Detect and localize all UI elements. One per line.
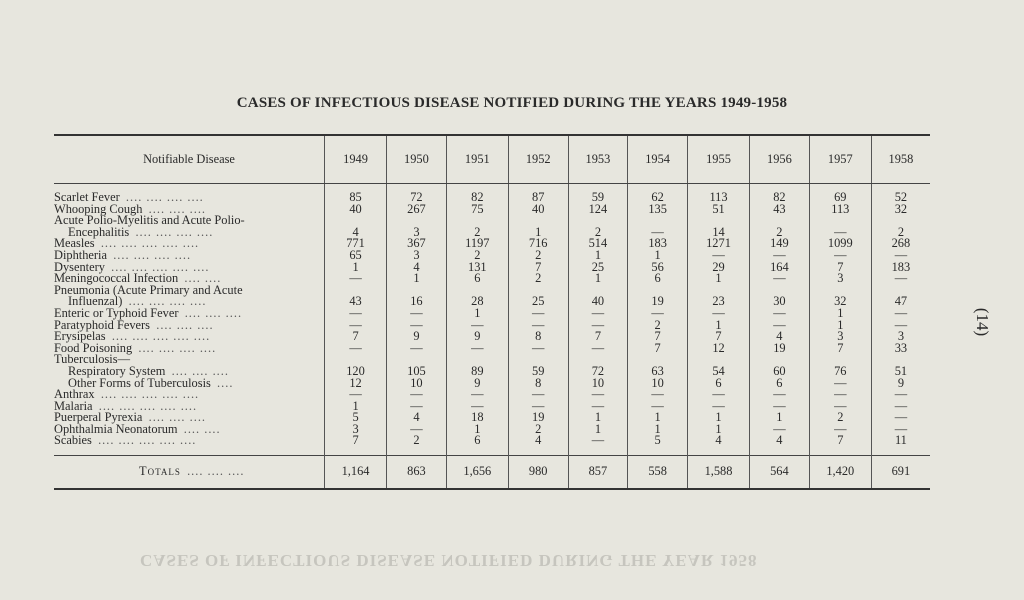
value-cell: —: [809, 378, 871, 390]
column-header-year: 1957: [809, 135, 871, 184]
value-cell: 716: [508, 238, 568, 250]
value-cell: 72: [387, 192, 447, 204]
value-cell: —: [325, 343, 387, 355]
value-cell: 564: [750, 456, 810, 490]
value-cell: —: [446, 401, 508, 413]
disease-name: Paratyphoid Fevers: [54, 317, 151, 332]
leader-dots: .... .... .... .... ....: [111, 259, 210, 274]
disease-name: Dysentery: [54, 259, 105, 274]
value-cell: 857: [568, 456, 628, 490]
value-cell: 10: [387, 378, 447, 390]
leader-dots: .... .... .... ....: [128, 294, 207, 309]
leader-dots: .... .... .... ....: [113, 247, 192, 262]
leader-dots: .... ....: [184, 271, 222, 286]
value-cell: 2: [750, 227, 810, 239]
table-row: [54, 435, 930, 447]
value-cell: 105: [387, 366, 447, 378]
disease-name-cell: [54, 435, 325, 447]
value-cell: 6: [628, 273, 688, 285]
value-cell: 1: [568, 424, 628, 436]
value-cell: 1: [628, 250, 688, 262]
value-cell: 8: [508, 331, 568, 343]
value-cell: 6: [446, 273, 508, 285]
value-cell: 268: [871, 238, 930, 250]
spacer-row: [54, 447, 930, 456]
value-cell: 4: [325, 227, 387, 239]
value-cell: 6: [750, 378, 810, 390]
value-cell: —: [871, 401, 930, 413]
value-cell: —: [628, 401, 688, 413]
table-row: [54, 343, 930, 355]
value-cell: 7: [687, 331, 749, 343]
leader-dots: .... .... .... .... ....: [100, 387, 200, 402]
disease-name: Respiratory System: [68, 363, 166, 378]
disease-name: Influenzal): [68, 294, 123, 309]
disease-name: Pneumonia (Acute Primary and Acute: [54, 282, 243, 297]
value-cell: —: [687, 250, 749, 262]
value-cell: 7: [508, 262, 568, 274]
leader-dots: .... .... ....: [156, 317, 214, 332]
value-cell: —: [871, 320, 930, 332]
leader-dots: .... .... ....: [184, 305, 243, 320]
value-cell: 60: [750, 366, 810, 378]
value-cell: 980: [508, 456, 568, 490]
value-cell: 2: [628, 320, 688, 332]
value-cell: 7: [628, 331, 688, 343]
value-cell: 25: [508, 296, 568, 308]
bleed-through-text: CASES OF INFECTIOUS DISEASE NOTIFIED DURING THE YEAR 1958: [140, 551, 758, 570]
value-cell: 1,588: [687, 456, 749, 490]
column-header-year: 1953: [568, 135, 628, 184]
leader-dots: .... .... ....: [148, 201, 207, 216]
value-cell: 1: [687, 320, 749, 332]
value-cell: 10: [628, 378, 688, 390]
value-cell: 164: [750, 262, 810, 274]
page-title: CASES OF INFECTIOUS DISEASE NOTIFIED DURING THE YEARS 1949-1958: [236, 95, 788, 111]
value-cell: 7: [325, 435, 387, 447]
value-cell: 16: [387, 296, 447, 308]
value-cell: 1: [325, 401, 387, 413]
value-cell: —: [687, 389, 749, 401]
value-cell: 82: [750, 192, 810, 204]
value-cell: —: [568, 435, 628, 447]
value-cell: —: [508, 401, 568, 413]
value-cell: 7: [809, 435, 871, 447]
value-cell: —: [568, 389, 628, 401]
leader-dots: .... .... .... ....: [125, 190, 204, 204]
leader-dots: .... .... .... .... ....: [98, 398, 198, 413]
value-cell: —: [325, 320, 387, 332]
leader-dots: .... .... .... .... ....: [100, 236, 200, 251]
value-cell: 1: [387, 273, 447, 285]
value-cell: 19: [628, 296, 688, 308]
value-cell: —: [508, 320, 568, 332]
value-cell: 1: [809, 320, 871, 332]
value-cell: 7: [568, 331, 628, 343]
value-cell: —: [750, 424, 810, 436]
value-cell: 1: [687, 424, 749, 436]
disease-name: Acute Polio-Myelitis and Acute Polio-: [54, 213, 245, 228]
value-cell: —: [750, 250, 810, 262]
disease-name: Scarlet Fever: [54, 190, 120, 204]
value-cell: —: [809, 250, 871, 262]
value-cell: —: [687, 308, 749, 320]
page-number: (14): [973, 307, 993, 337]
value-cell: 1099: [809, 238, 871, 250]
value-cell: 75: [446, 204, 508, 216]
disease-name: Tuberculosis—: [54, 352, 130, 367]
leader-dots: .... .... ....: [171, 363, 229, 378]
value-cell: 2: [508, 250, 568, 262]
value-cell: 7: [325, 331, 387, 343]
value-cell: —: [628, 389, 688, 401]
disease-name: Food Poisoning: [54, 340, 133, 355]
leader-dots: ....: [217, 375, 234, 390]
value-cell: 59: [568, 192, 628, 204]
value-cell: —: [750, 273, 810, 285]
value-cell: 1: [750, 412, 810, 424]
value-cell: 1: [446, 308, 508, 320]
value-cell: 12: [325, 378, 387, 390]
value-cell: 51: [871, 366, 930, 378]
disease-name: Diphtheria: [54, 247, 107, 262]
disease-name: Enteric or Typhoid Fever: [54, 305, 179, 320]
value-cell: 4: [508, 435, 568, 447]
value-cell: —: [871, 250, 930, 262]
value-cell: 5: [325, 412, 387, 424]
leader-dots: .... .... ....: [187, 464, 245, 479]
value-cell: 33: [871, 343, 930, 355]
column-header-year: 1952: [508, 135, 568, 184]
value-cell: —: [325, 308, 387, 320]
value-cell: —: [750, 320, 810, 332]
value-cell: —: [446, 343, 508, 355]
value-cell: 69: [809, 192, 871, 204]
value-cell: 2: [871, 227, 930, 239]
value-cell: 124: [568, 204, 628, 216]
value-cell: 5: [628, 435, 688, 447]
disease-name: Encephalitis: [68, 224, 130, 239]
value-cell: 2: [508, 424, 568, 436]
value-cell: 63: [628, 366, 688, 378]
leader-dots: .... .... .... ....: [135, 224, 214, 239]
value-cell: —: [387, 320, 447, 332]
value-cell: —: [628, 308, 688, 320]
value-cell: —: [750, 389, 810, 401]
value-cell: 51: [687, 204, 749, 216]
value-cell: 3: [809, 331, 871, 343]
value-cell: 771: [325, 238, 387, 250]
value-cell: 2: [568, 227, 628, 239]
value-cell: —: [750, 308, 810, 320]
value-cell: —: [387, 343, 447, 355]
value-cell: —: [508, 389, 568, 401]
totals-label-cell: [54, 456, 325, 490]
column-header-year: 1955: [687, 135, 749, 184]
value-cell: —: [508, 343, 568, 355]
value-cell: 1: [508, 227, 568, 239]
value-cell: 52: [871, 192, 930, 204]
value-cell: 56: [628, 262, 688, 274]
value-cell: 367: [387, 238, 447, 250]
value-cell: 2: [809, 412, 871, 424]
value-cell: 12: [687, 343, 749, 355]
column-header-year: 1956: [750, 135, 810, 184]
value-cell: 1: [446, 424, 508, 436]
leader-dots: .... .... .... ....: [138, 340, 217, 355]
value-cell: 1: [325, 262, 387, 274]
value-cell: 135: [628, 204, 688, 216]
value-cell: 85: [325, 192, 387, 204]
value-cell: 11: [871, 435, 930, 447]
value-cell: 3: [387, 250, 447, 262]
value-cell: 3: [871, 331, 930, 343]
value-cell: 1: [568, 412, 628, 424]
value-cell: 1,420: [809, 456, 871, 490]
value-cell: —: [568, 401, 628, 413]
value-cell: 25: [568, 262, 628, 274]
column-header-year: 1954: [628, 135, 688, 184]
value-cell: 30: [750, 296, 810, 308]
value-cell: 18: [446, 412, 508, 424]
value-cell: 76: [809, 366, 871, 378]
disease-name: Anthrax: [54, 387, 95, 402]
value-cell: 113: [687, 192, 749, 204]
value-cell: 2: [446, 227, 508, 239]
value-cell: 9: [871, 378, 930, 390]
disease-name: Whooping Cough: [54, 201, 143, 216]
value-cell: —: [871, 273, 930, 285]
value-cell: 59: [508, 366, 568, 378]
value-cell: 1271: [687, 238, 749, 250]
value-cell: 149: [750, 238, 810, 250]
value-cell: 32: [871, 204, 930, 216]
value-cell: 23: [687, 296, 749, 308]
value-cell: 40: [508, 204, 568, 216]
value-cell: —: [387, 389, 447, 401]
value-cell: 32: [809, 296, 871, 308]
value-cell: 54: [687, 366, 749, 378]
value-cell: 19: [508, 412, 568, 424]
value-cell: —: [871, 424, 930, 436]
value-cell: 40: [568, 296, 628, 308]
totals-label: Totals: [139, 464, 181, 479]
value-cell: —: [387, 308, 447, 320]
value-cell: 1: [568, 273, 628, 285]
value-cell: 1,656: [446, 456, 508, 490]
column-header-year: 1958: [871, 135, 930, 184]
value-cell: 87: [508, 192, 568, 204]
value-cell: 7: [809, 343, 871, 355]
value-cell: 1: [628, 424, 688, 436]
value-cell: 4: [387, 262, 447, 274]
leader-dots: .... .... .... .... ....: [98, 433, 197, 448]
value-cell: 82: [446, 192, 508, 204]
value-cell: —: [687, 401, 749, 413]
disease-name: Erysipelas: [54, 329, 106, 344]
value-cell: —: [871, 308, 930, 320]
value-cell: 7: [809, 262, 871, 274]
value-cell: 2: [508, 273, 568, 285]
value-cell: —: [750, 401, 810, 413]
value-cell: —: [809, 227, 871, 239]
value-cell: 558: [628, 456, 688, 490]
value-cell: 43: [750, 204, 810, 216]
value-cell: 19: [750, 343, 810, 355]
value-cell: —: [325, 389, 387, 401]
leader-dots: .... ....: [183, 421, 221, 436]
totals-row: [54, 456, 930, 490]
value-cell: —: [446, 389, 508, 401]
table-header-row: [54, 135, 930, 184]
value-cell: 514: [568, 238, 628, 250]
value-cell: 131: [446, 262, 508, 274]
value-cell: 9: [446, 331, 508, 343]
value-cell: 8: [508, 378, 568, 390]
value-cell: 4: [387, 412, 447, 424]
leader-dots: .... .... ....: [148, 410, 207, 425]
value-cell: 28: [446, 296, 508, 308]
value-cell: —: [446, 320, 508, 332]
value-cell: —: [871, 412, 930, 424]
value-cell: 1197: [446, 238, 508, 250]
disease-name: Scabies: [54, 433, 92, 448]
value-cell: 72: [568, 366, 628, 378]
value-cell: 183: [871, 262, 930, 274]
value-cell: —: [809, 389, 871, 401]
disease-name: Ophthalmia Neonatorum: [54, 421, 178, 436]
value-cell: 2: [387, 435, 447, 447]
value-cell: 65: [325, 250, 387, 262]
value-cell: 62: [628, 192, 688, 204]
value-cell: 9: [446, 378, 508, 390]
value-cell: 183: [628, 238, 688, 250]
value-cell: 113: [809, 204, 871, 216]
value-cell: 3: [325, 424, 387, 436]
disease-name: Measles: [54, 236, 95, 251]
value-cell: 47: [871, 296, 930, 308]
column-header-year: 1951: [446, 135, 508, 184]
value-cell: 4: [750, 331, 810, 343]
column-header-year: 1950: [387, 135, 447, 184]
value-cell: 6: [446, 435, 508, 447]
disease-name: Other Forms of Tuberculosis: [68, 375, 211, 390]
value-cell: 3: [809, 273, 871, 285]
value-cell: 691: [871, 456, 930, 490]
value-cell: 1: [628, 412, 688, 424]
table-body: [54, 184, 930, 490]
value-cell: —: [325, 273, 387, 285]
value-cell: 4: [750, 435, 810, 447]
disease-name: Puerperal Pyrexia: [54, 410, 143, 425]
value-cell: —: [508, 308, 568, 320]
value-cell: 3: [387, 227, 447, 239]
disease-name: Malaria: [54, 398, 93, 413]
value-cell: —: [568, 320, 628, 332]
disease-name: Meningococcal Infection: [54, 271, 179, 286]
value-cell: —: [809, 401, 871, 413]
leader-dots: .... .... .... .... ....: [111, 329, 211, 344]
column-header-disease: Notifiable Disease: [54, 135, 325, 184]
value-cell: 863: [387, 456, 447, 490]
value-cell: 40: [325, 204, 387, 216]
value-cell: 1: [809, 308, 871, 320]
value-cell: 120: [325, 366, 387, 378]
value-cell: 1: [568, 250, 628, 262]
value-cell: —: [628, 227, 688, 239]
value-cell: 6: [687, 378, 749, 390]
value-cell: 43: [325, 296, 387, 308]
value-cell: 14: [687, 227, 749, 239]
value-cell: —: [871, 389, 930, 401]
value-cell: —: [387, 424, 447, 436]
value-cell: —: [387, 401, 447, 413]
value-cell: 1: [687, 412, 749, 424]
column-header-year: 1949: [325, 135, 387, 184]
value-cell: 7: [628, 343, 688, 355]
value-cell: 1: [687, 273, 749, 285]
value-cell: —: [809, 424, 871, 436]
value-cell: 2: [446, 250, 508, 262]
value-cell: —: [568, 343, 628, 355]
value-cell: 29: [687, 262, 749, 274]
value-cell: 1,164: [325, 456, 387, 490]
value-cell: 10: [568, 378, 628, 390]
value-cell: 89: [446, 366, 508, 378]
value-cell: 267: [387, 204, 447, 216]
value-cell: —: [568, 308, 628, 320]
infectious-disease-table: [54, 134, 930, 490]
value-cell: 9: [387, 331, 447, 343]
value-cell: 4: [687, 435, 749, 447]
